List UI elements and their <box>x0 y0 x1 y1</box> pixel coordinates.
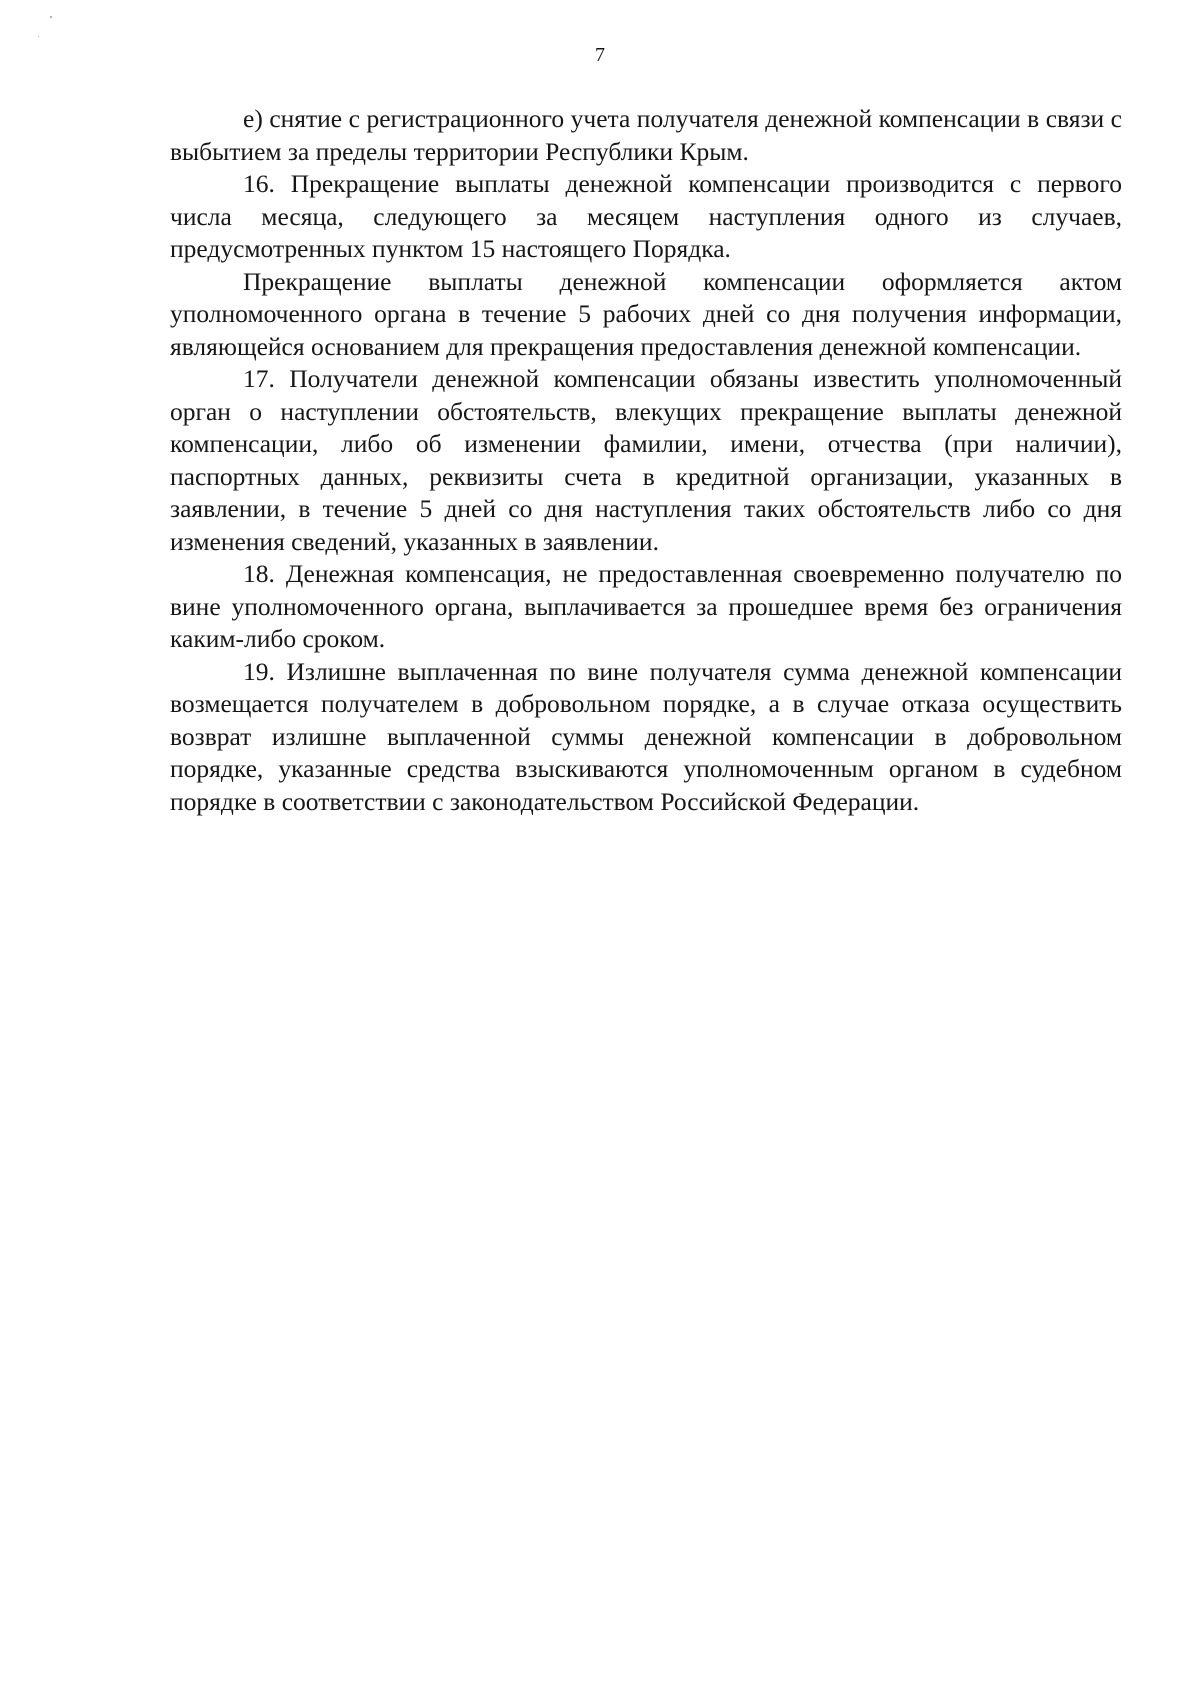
paragraph-18: 18. Денежная компенсация, не предоставленная своевременно получателю по вине уполномоченного органа, выплачивается за прошедшее время без ограничения каким-либо сроком. <box>170 559 1122 653</box>
paragraph-17: 17. Получатели денежной компенсации обязаны известить уполномоченный орган о наступлении обстоятельств, влекущих прекращение выплаты денежной компенсации, либо об изменении фамилии, имени, отчества (при наличии), паспортных данных, реквизиты счета в кредитной организации, указанных в заявлении, в течение 5 дней со дня наступления таких обстоятельств либо со дня изменения сведений, указанных в заявлении. <box>170 364 1122 556</box>
paragraph-16-act: Прекращение выплаты денежной компенсации оформляется актом уполномоченного органа в течение 5 рабочих дней со дня получения информации, являющейся основанием для прекращения предоставления денежной компенсации. <box>170 266 1122 361</box>
document-body <box>170 103 1122 818</box>
scan-speck <box>38 36 39 37</box>
paragraph-19: 19. Излишне выплаченная по вине получателя сумма денежной компенсации возмещается получателем в добровольном порядке, а в случае отказа осуществить возврат излишне выплаченной суммы денежной компенсации в добровольном порядке, указанные средства взыскиваются уполномоченным органом в судебном порядке в соответствии с законодательством Российской Федерации. <box>170 656 1122 816</box>
paragraph-item-e: е) снятие с регистрационного учета получателя денежной компенсации в связи с выбытием за пределы территории Республики Крым. <box>170 104 1122 166</box>
page-number: 7 <box>595 44 605 66</box>
paragraph-16: 16. Прекращение выплаты денежной компенсации производится с первого числа месяца, следующего за месяцем наступления одного из случаев, предусмотренных пунктом 15 настоящего Порядка. <box>170 169 1122 263</box>
scan-speck <box>50 16 52 18</box>
